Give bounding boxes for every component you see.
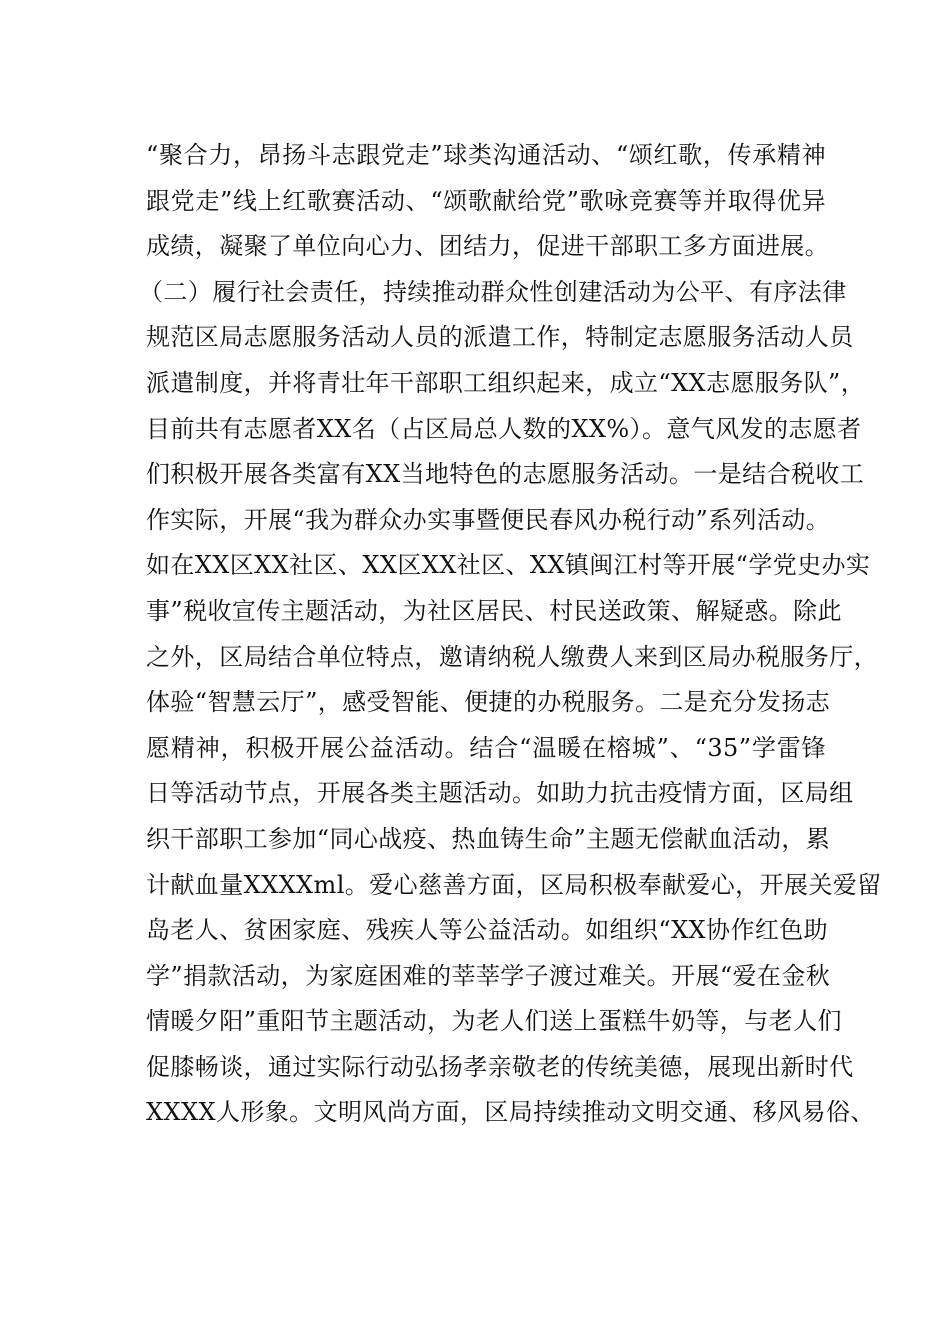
section-heading-line: （二）履行社会责任，持续推动群众性创建活动为公平、有序法律 xyxy=(139,277,847,306)
text-line: 学”捐款活动，为家庭困难的莘莘学子渡过难关。开展“爱在金秋 xyxy=(146,961,831,990)
text-line: 成绩，凝聚了单位向心力、团结力，促进干部职工多方面进展。 xyxy=(146,232,830,261)
text-line: 们积极开展各类富有XX当地特色的志愿服务活动。一是结合税收工 xyxy=(146,460,865,489)
text-line: 如在XX区XX社区、XX区XX社区、XX镇闽江村等开展“学党史办实 xyxy=(146,551,871,580)
text-line: 跟党走”线上红歌赛活动、“颂歌献给党”歌咏竞赛等并取得优异 xyxy=(146,186,826,215)
text-line: XXXX人形象。文明风尚方面，区局持续推动文明交通、移风易俗、 xyxy=(146,1098,875,1127)
text-line: “聚合力，昂扬斗志跟党走”球类沟通活动、“颂红歌，传承精神 xyxy=(146,141,826,169)
text-line: 日等活动节点，开展各类主题活动。如助力抗击疫情方面，区局组 xyxy=(146,779,854,808)
text-line: 事”税收宣传主题活动，为社区居民、村民送政策、解疑惑。除此 xyxy=(146,596,842,625)
text-line: 促膝畅谈，通过实际行动弘扬孝亲敬老的传统美德，展现出新时代 xyxy=(146,1052,854,1081)
text-line: 体验“智慧云厅”，感受智能、便捷的办税服务。二是充分发扬志 xyxy=(146,688,831,717)
text-line: 计献血量XXXXml。爱心慈善方面，区局积极奉献爱心，开展关爱留 xyxy=(146,870,882,899)
text-line: 织干部职工参加“同心战疫、热血铸生命”主题无偿献血活动，累 xyxy=(146,824,831,853)
text-line: 派遣制度，并将青壮年干部职工组织起来，成立“XX志愿服务队”， xyxy=(146,368,866,397)
text-line: 目前共有志愿者XX名（占区局总人数的XX%）。意气风发的志愿者 xyxy=(146,414,862,443)
text-line: 之外，区局结合单位特点，邀请纳税人缴费人来到区局办税服务厅， xyxy=(146,642,878,671)
text-line: 作实际，开展“我为群众办实事暨便民春风办税行动”系列活动。 xyxy=(146,505,831,534)
text-line: 规范区局志愿服务活动人员的派遣工作，特制定志愿服务活动人员 xyxy=(146,323,854,352)
body-text xyxy=(139,133,882,1136)
text-line: 岛老人、贫困家庭、残疾人等公益活动。如组织“XX协作红色助 xyxy=(146,916,829,945)
text-line: 情暖夕阳”重阳节主题活动，为老人们送上蛋糕牛奶等，与老人们 xyxy=(146,1007,842,1036)
text-line: 愿精神，积极开展公益活动。结合“温暖在榕城”、“35”学雷锋 xyxy=(146,733,826,762)
